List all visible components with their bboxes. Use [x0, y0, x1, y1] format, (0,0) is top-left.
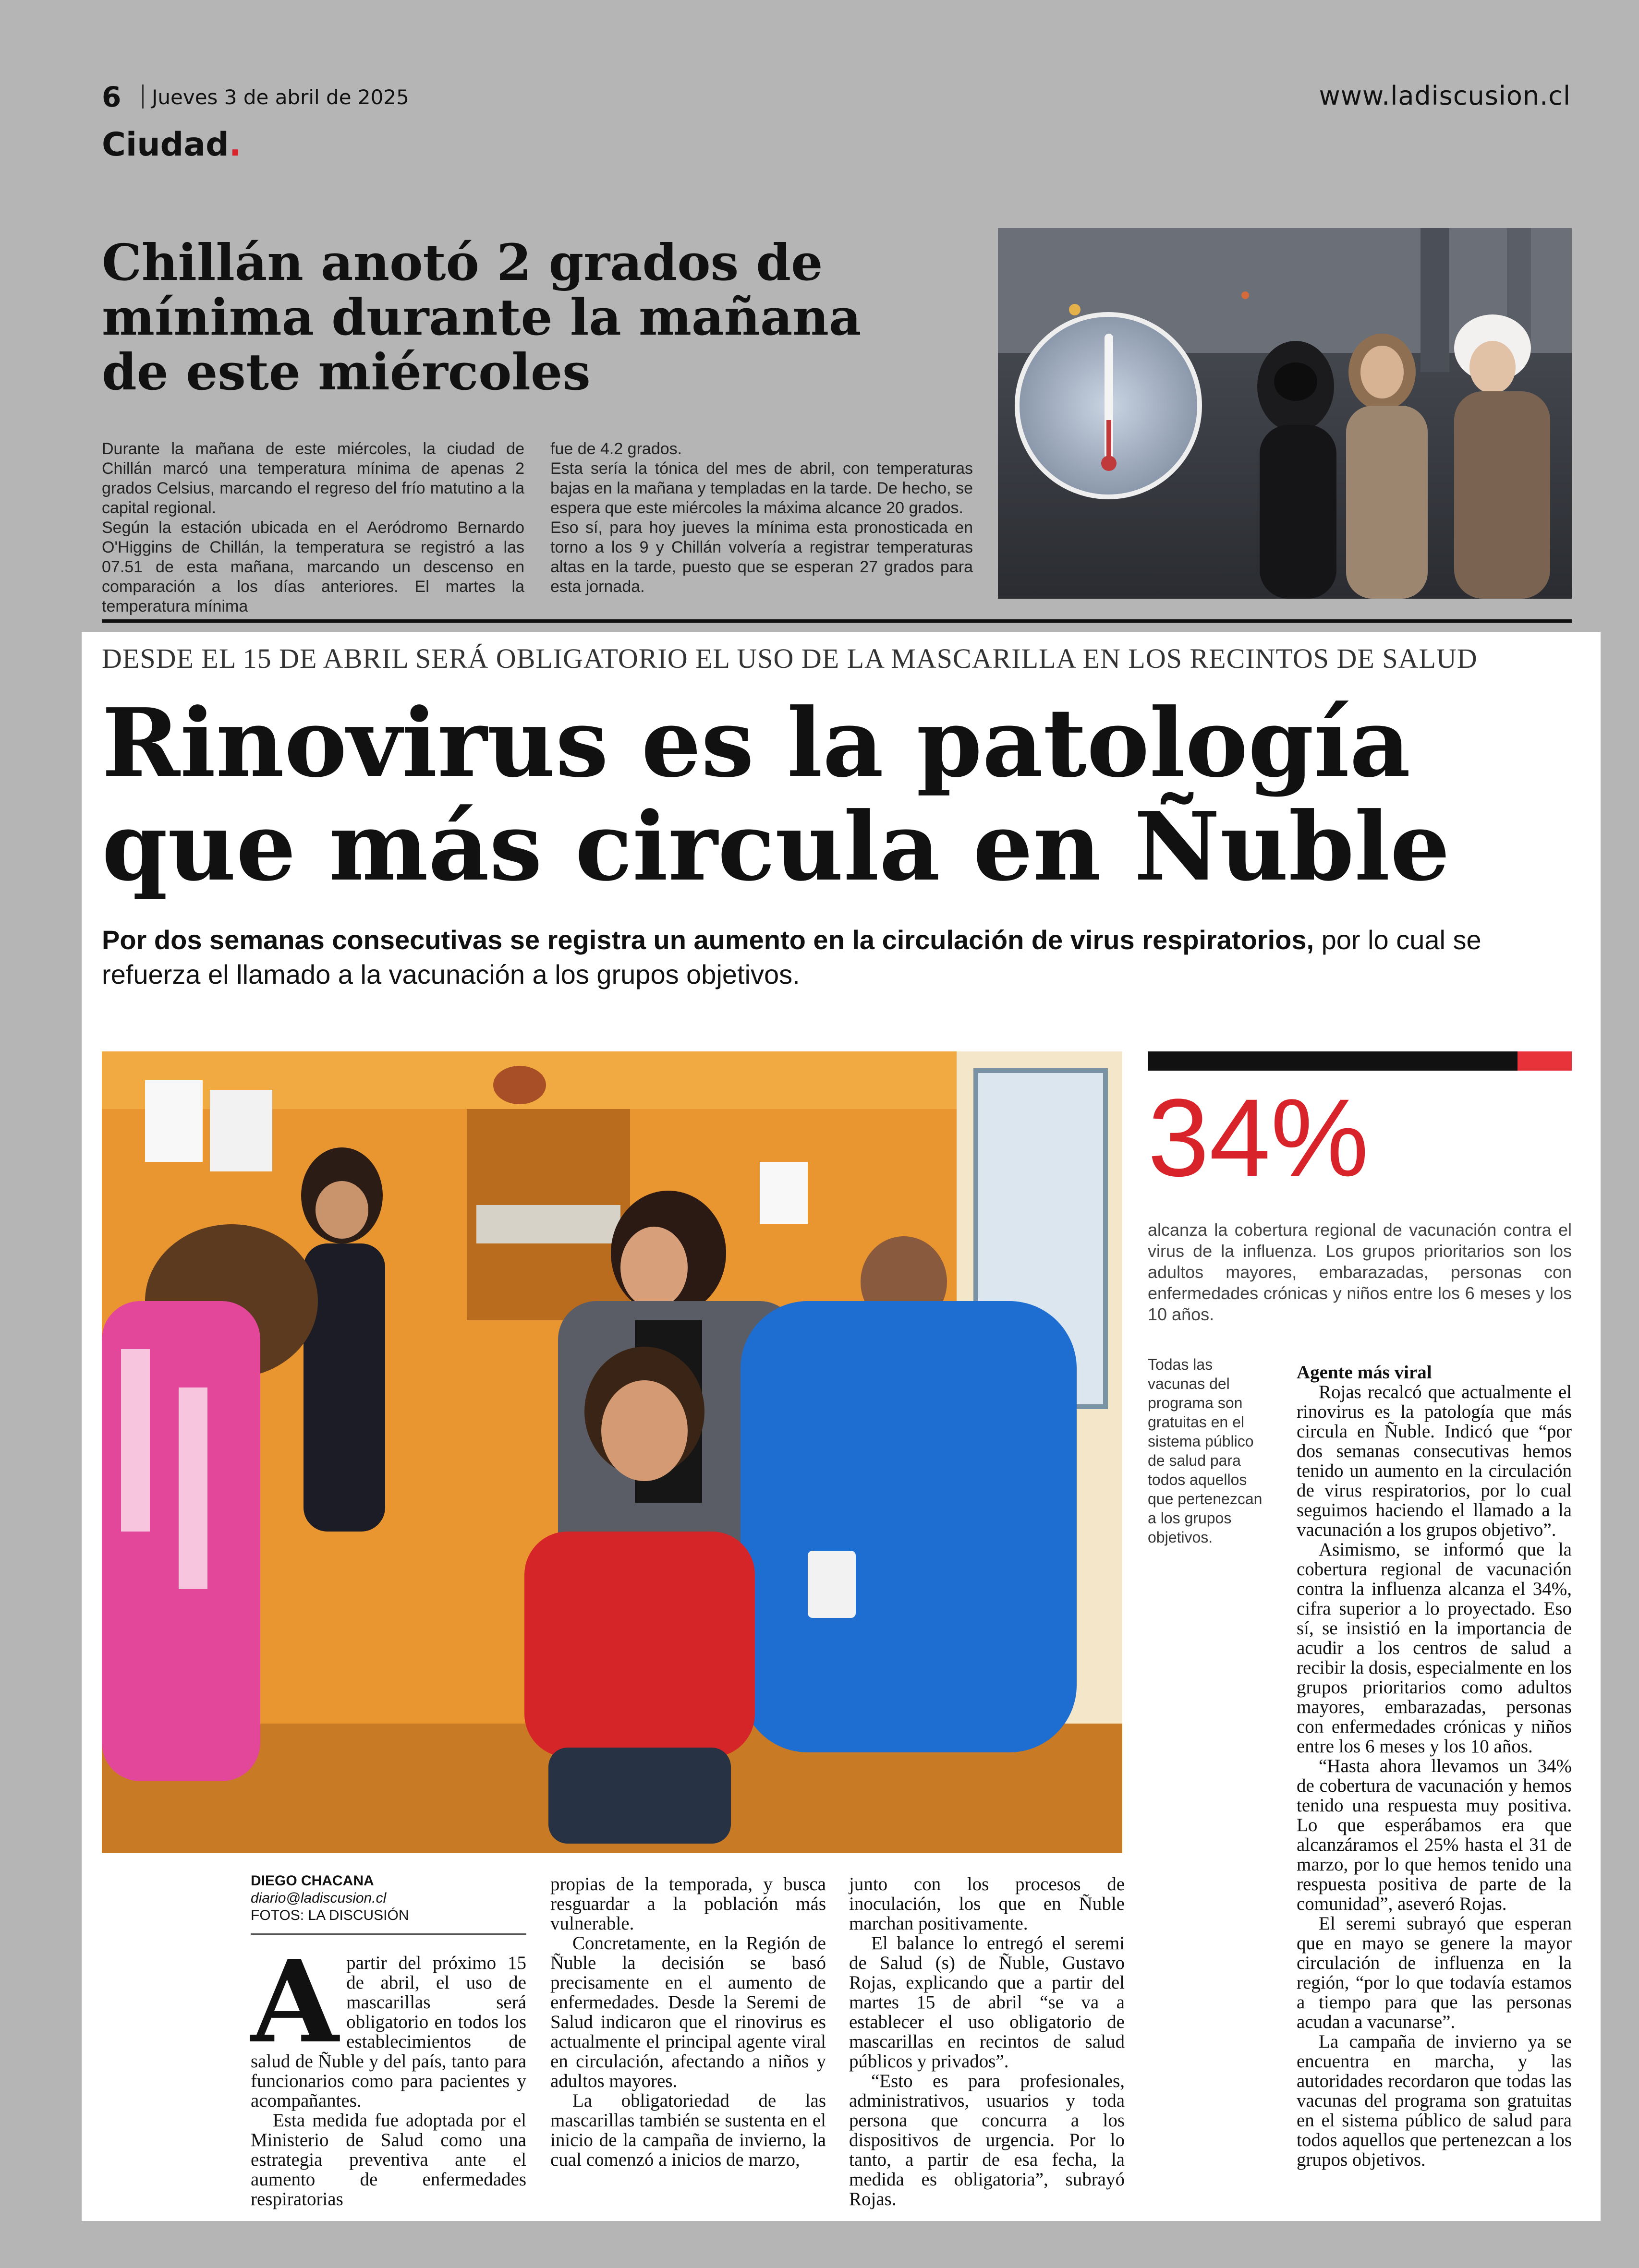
- section-rule: [102, 619, 1572, 623]
- body-column-2: [550, 1874, 826, 2170]
- paragraph: Esta medida fue adoptada por el Ministerio de Salud como una estrategia preventiva ante el aumento de enfermedades respiratorias: [251, 2110, 526, 2209]
- paragraph: fue de 4.2 grados.: [550, 440, 682, 458]
- paragraph: El seremi subrayó que esperan que en mayo se genere la mayor circulación de influenza en la región, “por lo que todavía estamos a tiempo para que las personas acudan a vacunarse”.: [1297, 1913, 1572, 2032]
- paragraph: La obligatoriedad de las mascarillas también se sustenta en el inicio de la campaña de invierno, la cual comenzó a inicios de marzo,: [550, 2090, 826, 2170]
- cold-street-illustration: [998, 228, 1572, 599]
- issue-date: Jueves 3 de abril de 2025: [152, 85, 409, 109]
- vaccination-illustration: [102, 1051, 1122, 1853]
- headline-line-1: Rinovirus es la patología: [102, 688, 1411, 798]
- main-story-headline: [102, 688, 1494, 902]
- deck-rest: por lo cual se refuerza el llamado a la vacunación a los grupos objetivos.: [102, 925, 1481, 989]
- byline: [251, 1872, 526, 1924]
- cold-weather-photo: [998, 228, 1572, 599]
- paragraph: Según la estación ubicada en el Aeródromo Bernardo O'Higgins de Chillán, la temperatura se registró a las 07.51 de esta mañana, marcando un descenso en comparación a los días anteriores. El martes la temperatura mínima: [102, 519, 524, 615]
- paragraph: El balance lo entregó el seremi de Salud (s) de Ñuble, Gustavo Rojas, explicando que a partir del martes 15 de abril “se va a establecer el uso obligatorio de mascarillas en recintos de salud públicos y privados”.: [849, 1933, 1125, 2072]
- paragraph: junto con los procesos de inoculación, los que en Ñuble marchan positivamente.: [849, 1874, 1125, 1934]
- subhead: Agente más viral: [1297, 1362, 1432, 1383]
- body-column-4: [1297, 1363, 1572, 2170]
- drop-cap: A: [251, 1935, 339, 2068]
- paragraph: “Esto es para profesionales, administrativos, usuarios y toda persona que concurra a los dispositivos de urgencia. Por lo tanto, a partir de esa fecha, la medida es obligatoria”, subrayó Rojas.: [849, 2071, 1125, 2209]
- stat-value: 34%: [1148, 1076, 1369, 1199]
- photo-credit: FOTOS: LA DISCUSIÓN: [251, 1907, 409, 1923]
- stat-bar-accent: [1518, 1051, 1572, 1071]
- paragraph: Esta sería la tónica del mes de abril, con temperaturas bajas en la mañana y templadas en la tarde. De hecho, se espera que este miércoles la máxima alcance 20 grados.: [550, 459, 973, 517]
- paragraph: propias de la temporada, y busca resguardar a la población más vulnerable.: [550, 1874, 826, 1934]
- paragraph: Eso sí, para hoy jueves la mínima esta pronosticada en torno a los 9 y Chillán volvería a registrar temperaturas altas en la tarde, puesto que se esperan 27 grados para esta jornada.: [550, 519, 973, 596]
- header-divider: [142, 84, 144, 109]
- paragraph: La campaña de invierno ya se encuentra en marcha, y las autoridades recordaron que todas las vacunas del programa son gratuitas en el sistema público de salud para todos aquellos que pertenezcan a los grupos objetivos.: [1297, 2031, 1572, 2170]
- page-number: 6: [102, 81, 121, 113]
- top-story-headline: Chillán anotó 2 grados de mínima durante la mañana de este miércoles: [102, 233, 862, 401]
- section-label: [102, 126, 242, 164]
- paragraph: Asimismo, se informó que la cobertura regional de vacunación contra la influenza alcanza el 34%, cifra superior a lo proyectado. Eso sí, se insistió en la importancia de acudir a los centros de salud a recibir la dosis, especialmente en los grupos prioritarios como adultos mayores, embarazadas, personas con enfermedades crónicas y niños entre los 6 meses y los 10 años.: [1297, 1539, 1572, 1757]
- top-story-col-2: [550, 439, 973, 597]
- paragraph: Durante la mañana de este miércoles, la ciudad de Chillán marcó una temperatura mínima de apenas 2 grados Celsius, marcando el regreso del frío matutino a la capital regional.: [102, 440, 524, 517]
- site-url[interactable]: www.ladiscusion.cl: [1319, 81, 1571, 111]
- top-story-col-1: [102, 439, 524, 616]
- vaccination-photo: [102, 1051, 1122, 1853]
- author-email[interactable]: diario@ladiscusion.cl: [251, 1890, 387, 1906]
- paragraph: Concretamente, en la Región de Ñuble la decisión se basó precisamente en el aumento de enfermedades. Desde la Seremi de Salud indicaron que el rinovirus es actualmente el principal agente viral en circulación, afectando a niños y adultos mayores.: [550, 1933, 826, 2091]
- section-name: Ciudad: [102, 126, 229, 164]
- stat-description: alcanza la cobertura regional de vacunación contra el virus de la influenza. Los grupos prioritarios son los adultos mayores, embarazadas, personas con enfermedades crónicas y niños entre los 6 meses y los 10 años.: [1148, 1220, 1572, 1324]
- stat-bar: [1148, 1051, 1572, 1071]
- paragraph: Rojas recalcó que actualmente el rinovirus es la patología que más circula en Ñuble. Indicó que “por dos semanas consecutivas hemos tenido un aumento en la circulación de virus respiratorios, por lo cual seguimos haciendo el llamado a la vacunación a los grupos objetivo”.: [1297, 1382, 1572, 1540]
- paragraph: partir del próximo 15 de abril, el uso de mascarillas será obligatorio en todos los establecimientos de salud de Ñuble y del país, tanto para funcionarios como para pacientes y acompañantes.: [251, 1953, 526, 2111]
- main-story-kicker: DESDE EL 15 DE ABRIL SERÁ OBLIGATORIO EL USO DE LA MASCARILLA EN LOS RECINTOS DE SALUD: [102, 643, 1478, 674]
- section-dot: .: [229, 126, 242, 164]
- body-column-3: [849, 1874, 1125, 2209]
- author-name: DIEGO CHACANA: [251, 1873, 374, 1889]
- headline-line-2: que más circula en Ñuble: [102, 792, 1450, 902]
- paragraph: “Hasta ahora llevamos un 34% de cobertura de vacunación y hemos tenido una respuesta muy positiva. Lo que esperábamos era que alcanzáramos el 25% hasta el 31 de marzo, por lo que hemos tenido una respuesta positiva de parte de la comunidad”, aseveró Rojas.: [1297, 1756, 1572, 1914]
- main-story-deck: [102, 923, 1571, 992]
- deck-bold: Por dos semanas consecutivas se registra un aumento en la circulación de virus respiratorios,: [102, 925, 1314, 955]
- body-column-1: [251, 1935, 526, 2209]
- sidenote: Todas las vacunas del programa son gratuitas en el sistema público de salud para todos aquellos que pertenezcan a los grupos objetivos.: [1148, 1356, 1263, 1546]
